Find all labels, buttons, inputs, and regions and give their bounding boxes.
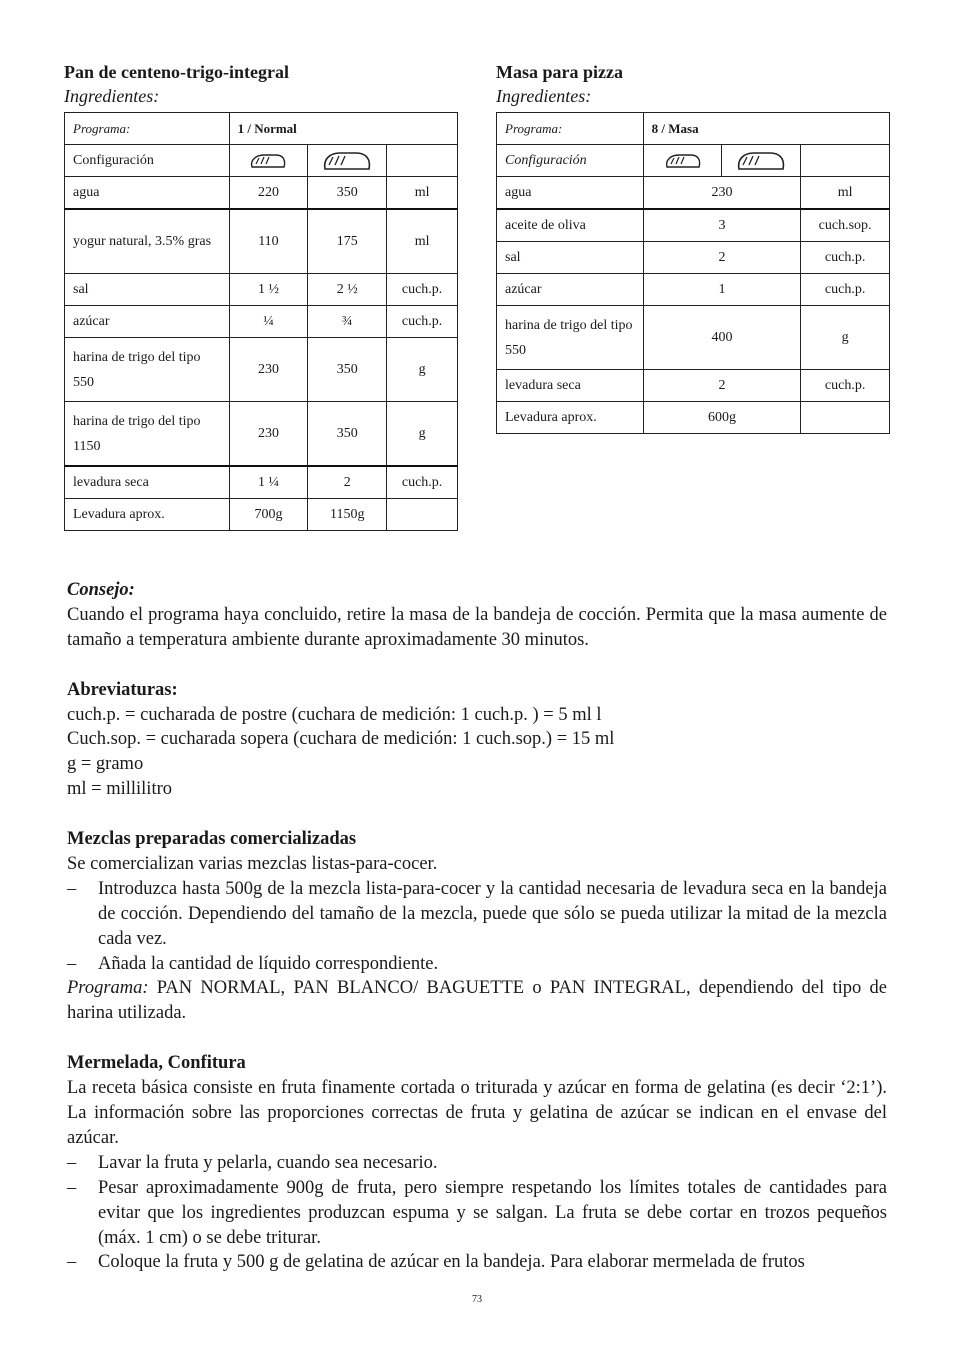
large-loaf-icon bbox=[722, 145, 801, 177]
recipe-left bbox=[64, 60, 458, 531]
config-label: Configuración bbox=[497, 145, 644, 177]
unit: cuch.p. bbox=[387, 306, 458, 338]
tip-heading: Consejo: bbox=[67, 580, 135, 600]
amount-small: 230 bbox=[229, 402, 308, 467]
ingredient-name: Levadura aprox. bbox=[497, 402, 644, 434]
amount-large: 350 bbox=[308, 177, 387, 210]
program-label: Programa: bbox=[497, 113, 644, 145]
unit: g bbox=[387, 338, 458, 402]
table-row bbox=[65, 466, 458, 499]
ingredient-name: sal bbox=[65, 274, 230, 306]
unit: g bbox=[801, 306, 890, 370]
table-row bbox=[65, 274, 458, 306]
amount: 2 bbox=[643, 242, 801, 274]
amount-large: ¾ bbox=[308, 306, 387, 338]
list-item-text: Pesar aproximadamente 900g de fruta, pero siempre respetando los límites totales de cantidades para evitar que los ingredientes produzcan espuma y se salgan. La fruta se debe cortar en trozos pequeños (máx. 1 cm) o se debe triturar. bbox=[98, 1177, 887, 1248]
unit bbox=[801, 402, 890, 434]
abbreviation-line: cuch.p. = cucharada de postre (cuchara de medición: 1 cuch.p. ) = 5 ml l bbox=[67, 704, 602, 725]
program-label: Programa: bbox=[67, 978, 149, 999]
unit: cuch.p. bbox=[801, 274, 890, 306]
unit: cuch.p. bbox=[801, 242, 890, 274]
list-item bbox=[67, 877, 887, 952]
unit: cuch.p. bbox=[387, 466, 458, 499]
amount: 600g bbox=[643, 402, 801, 434]
large-loaf-icon bbox=[308, 145, 387, 177]
ingredient-name: aceite de oliva bbox=[497, 209, 644, 242]
abbreviation-line: g = gramo bbox=[67, 754, 144, 775]
list-item bbox=[67, 952, 887, 977]
bullet-dash: – bbox=[67, 1177, 77, 1198]
ingredient-name: azúcar bbox=[65, 306, 230, 338]
list-item-text: Introduzca hasta 500g de la mezcla lista-para-cocer y la cantidad necesaria de levadura seca en la bandeja de cocción. Dependiendo del tamaño de la mezcla, puede que sólo se pueda utilizar la mitad de la mezcla cada vez. bbox=[98, 878, 887, 949]
program-text: PAN NORMAL, PAN BLANCO/ BAGUETTE o PAN INTEGRAL, dependiendo del tipo de harina utilizada. bbox=[67, 978, 887, 1024]
table-row bbox=[497, 177, 890, 210]
amount: 400 bbox=[643, 306, 801, 370]
amount-small: 230 bbox=[229, 338, 308, 402]
list-item-text: Añada la cantidad de líquido correspondiente. bbox=[98, 953, 439, 974]
ingredient-name: agua bbox=[65, 177, 230, 210]
ingredient-name: agua bbox=[497, 177, 644, 210]
table-row bbox=[497, 145, 890, 177]
ingredients-label: Ingredientes: bbox=[496, 86, 592, 106]
list-item bbox=[67, 1176, 887, 1251]
amount-small: 700g bbox=[229, 499, 308, 531]
ingredients-table bbox=[64, 112, 458, 531]
ingredient-name: yogur natural, 3.5% gras bbox=[65, 209, 230, 274]
small-loaf-icon bbox=[229, 145, 308, 177]
ingredient-name: levadura seca bbox=[65, 466, 230, 499]
ingredient-name: harina de trigo del tipo 550 bbox=[65, 338, 230, 402]
unit: ml bbox=[387, 209, 458, 274]
ingredient-name: harina de trigo del tipo 1150 bbox=[65, 402, 230, 467]
amount: 230 bbox=[643, 177, 801, 210]
amount-large: 1150g bbox=[308, 499, 387, 531]
unit: cuch.p. bbox=[801, 370, 890, 402]
amount: 3 bbox=[643, 209, 801, 242]
jam-intro: La receta básica consiste en fruta finamente cortada o triturada y azúcar en forma de gelatina (es decir ‘2:1’). La información sobre las proporciones correctas de fruta y gelatina de azúcar se indican en el envase del azúcar. bbox=[67, 1078, 887, 1148]
page-number: 73 bbox=[472, 1294, 482, 1305]
table-row bbox=[65, 177, 458, 210]
bullet-dash: – bbox=[67, 878, 77, 899]
table-row bbox=[497, 370, 890, 402]
recipe-title: Pan de centeno-trigo-integral bbox=[64, 62, 289, 82]
amount: 1 bbox=[643, 274, 801, 306]
mixes-intro: Se comercializan varias mezclas listas-para-cocer. bbox=[67, 853, 438, 874]
body-text bbox=[67, 578, 887, 1275]
amount-small: 1 ¼ bbox=[229, 466, 308, 499]
table-row bbox=[497, 113, 890, 145]
amount-small: 220 bbox=[229, 177, 308, 210]
amount-small: 1 ½ bbox=[229, 274, 308, 306]
amount-large: 2 bbox=[308, 466, 387, 499]
list-item bbox=[67, 1250, 887, 1275]
unit bbox=[387, 499, 458, 531]
table-row bbox=[65, 306, 458, 338]
table-row bbox=[65, 499, 458, 531]
program-value: 1 / Normal bbox=[229, 113, 457, 145]
empty-cell bbox=[387, 145, 458, 177]
unit: cuch.p. bbox=[387, 274, 458, 306]
bullet-dash: – bbox=[67, 1152, 77, 1173]
abbreviations-heading: Abreviaturas: bbox=[67, 679, 178, 700]
config-label: Configuración bbox=[65, 145, 230, 177]
amount-small: ¼ bbox=[229, 306, 308, 338]
ingredient-name: harina de trigo del tipo 550 bbox=[497, 306, 644, 370]
mixes-heading: Mezclas preparadas comercializadas bbox=[67, 829, 357, 850]
unit: ml bbox=[801, 177, 890, 210]
table-row bbox=[65, 145, 458, 177]
bullet-dash: – bbox=[67, 1252, 77, 1273]
list-item-text: Coloque la fruta y 500 g de gelatina de azúcar en la bandeja. Para elaborar mermelada de frutos bbox=[98, 1252, 805, 1273]
table-row bbox=[65, 402, 458, 467]
ingredients-table bbox=[496, 112, 890, 434]
amount-large: 350 bbox=[308, 338, 387, 402]
mixes-program bbox=[67, 976, 887, 1026]
table-row bbox=[497, 209, 890, 242]
ingredient-name: Levadura aprox. bbox=[65, 499, 230, 531]
program-value: 8 / Masa bbox=[643, 113, 889, 145]
table-row bbox=[497, 242, 890, 274]
abbreviation-line: ml = millilitro bbox=[67, 779, 172, 800]
program-label: Programa: bbox=[65, 113, 230, 145]
amount-large: 350 bbox=[308, 402, 387, 467]
unit: ml bbox=[387, 177, 458, 210]
unit: cuch.sop. bbox=[801, 209, 890, 242]
recipe-right bbox=[496, 60, 890, 434]
amount: 2 bbox=[643, 370, 801, 402]
tip-body: Cuando el programa haya concluido, retire la masa de la bandeja de cocción. Permita que la masa aumente de tamaño a temperatura ambiente durante aproximadamente 30 minutos. bbox=[67, 604, 887, 650]
table-row bbox=[497, 402, 890, 434]
small-loaf-icon bbox=[643, 145, 722, 177]
table-row bbox=[65, 209, 458, 274]
unit: g bbox=[387, 402, 458, 467]
table-row bbox=[497, 274, 890, 306]
recipe-title: Masa para pizza bbox=[496, 62, 623, 82]
amount-small: 110 bbox=[229, 209, 308, 274]
bullet-dash: – bbox=[67, 953, 77, 974]
ingredient-name: sal bbox=[497, 242, 644, 274]
table-row bbox=[65, 113, 458, 145]
amount-large: 175 bbox=[308, 209, 387, 274]
table-row bbox=[65, 338, 458, 402]
list-item-text: Lavar la fruta y pelarla, cuando sea necesario. bbox=[98, 1152, 438, 1173]
jam-heading: Mermelada, Confitura bbox=[67, 1053, 246, 1074]
amount-large: 2 ½ bbox=[308, 274, 387, 306]
table-row bbox=[497, 306, 890, 370]
list-item bbox=[67, 1151, 887, 1176]
ingredients-label: Ingredientes: bbox=[64, 86, 160, 106]
ingredient-name: levadura seca bbox=[497, 370, 644, 402]
empty-cell bbox=[801, 145, 890, 177]
ingredient-name: azúcar bbox=[497, 274, 644, 306]
abbreviation-line: Cuch.sop. = cucharada sopera (cuchara de medición: 1 cuch.sop.) = 15 ml bbox=[67, 729, 615, 750]
